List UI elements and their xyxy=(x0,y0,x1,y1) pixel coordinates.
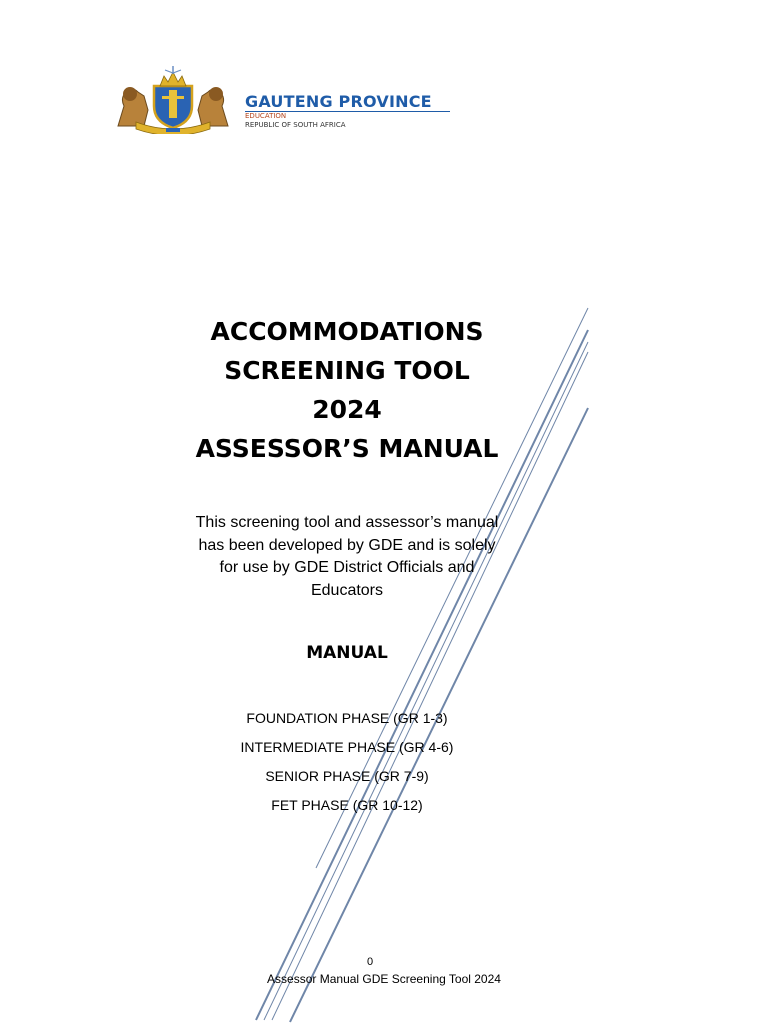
description-line: has been developed by GDE and is solely xyxy=(198,536,496,554)
brand-name: GAUTENG PROVINCE xyxy=(245,92,432,111)
coat-of-arms-icon xyxy=(110,66,236,134)
title-line: ASSESSOR’S MANUAL xyxy=(195,434,499,463)
manual-heading: MANUAL xyxy=(306,643,388,663)
brand-department: EDUCATION xyxy=(245,112,287,120)
brand-country: REPUBLIC OF SOUTH AFRICA xyxy=(245,121,346,129)
title-line: SCREENING TOOL xyxy=(224,356,470,385)
title-line: ACCOMMODATIONS xyxy=(210,317,484,346)
phase-item: FET PHASE (GR 10-12) xyxy=(271,797,423,813)
page-number: 0 xyxy=(366,956,374,968)
title-line: 2024 xyxy=(312,395,382,424)
document-title xyxy=(147,312,547,468)
phase-item: FOUNDATION PHASE (GR 1-3) xyxy=(246,710,448,726)
description-line: Educators xyxy=(310,581,384,599)
phases-list xyxy=(147,704,547,820)
description-line: This screening tool and assessor’s manual xyxy=(195,514,499,531)
gauteng-logo xyxy=(110,66,455,136)
description-line: for use by GDE District Officials and xyxy=(219,559,475,576)
phase-item: SENIOR PHASE (GR 7-9) xyxy=(265,768,429,784)
phase-item: INTERMEDIATE PHASE (GR 4-6) xyxy=(240,739,454,755)
document-description xyxy=(147,512,547,602)
page-footer: Assessor Manual GDE Screening Tool 2024 xyxy=(267,972,501,986)
